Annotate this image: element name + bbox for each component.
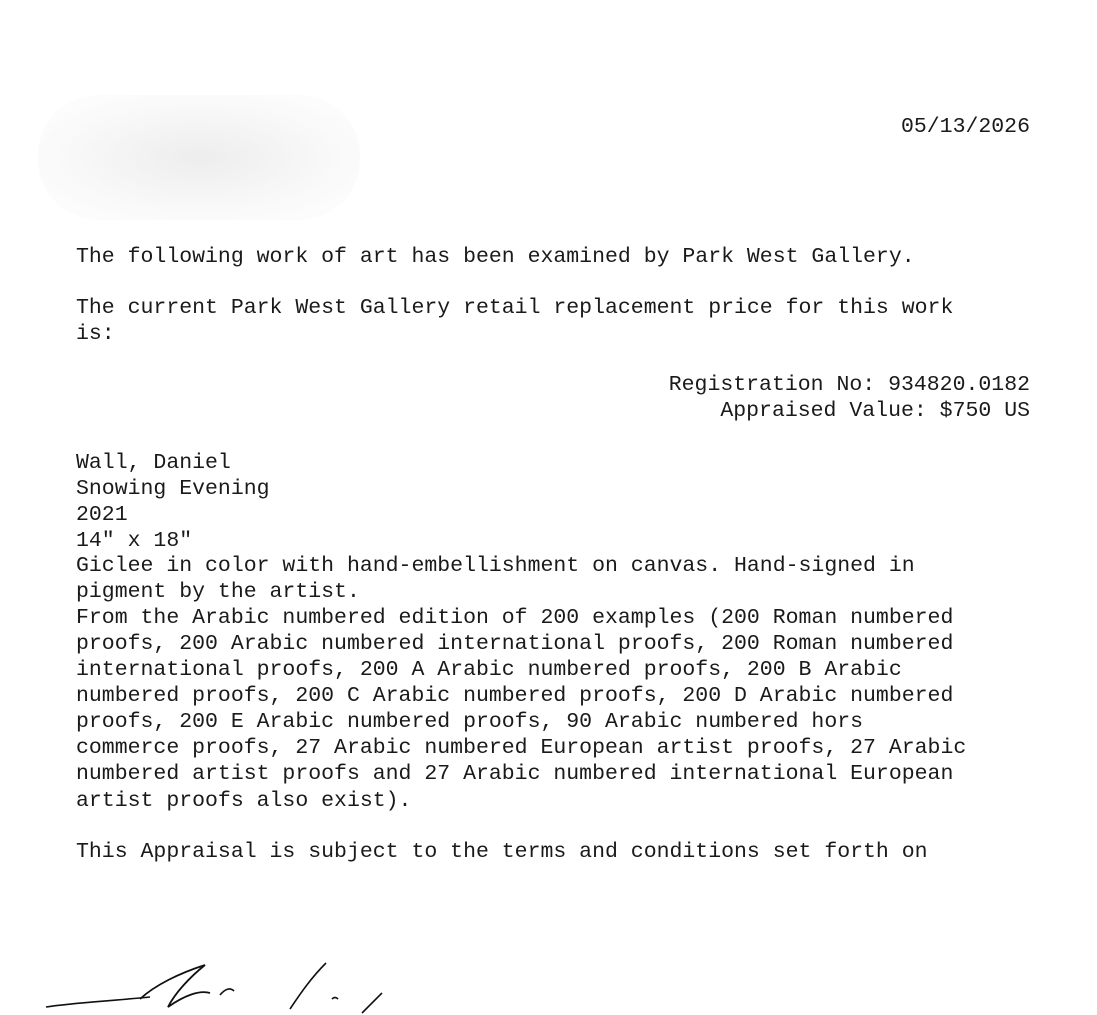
edition-line: numbered proofs, 200 C Arabic numbered proofs, 200 D Arabic numbered xyxy=(76,684,954,708)
edition-line: From the Arabic numbered edition of 200 examples (200 Roman numbered xyxy=(76,606,954,630)
registration-number: Registration No: 934820.0182 xyxy=(668,373,1030,397)
intro-line: The following work of art has been examined by Park West Gallery. xyxy=(76,245,915,269)
artwork-year: 2021 xyxy=(76,503,128,527)
artwork-dimensions: 14" x 18" xyxy=(76,529,193,553)
edition-line: proofs, 200 Arabic numbered international proofs, 200 Roman numbered xyxy=(76,632,954,656)
appraised-value: Appraised Value: $750 US xyxy=(720,399,1030,423)
artwork-title: Snowing Evening xyxy=(76,477,270,501)
artist-name: Wall, Daniel xyxy=(76,451,231,475)
edition-line: proofs, 200 E Arabic numbered proofs, 90 Arabic numbered hors xyxy=(76,710,864,734)
redacted-letterhead xyxy=(38,95,360,220)
letter-date: 05/13/2026 xyxy=(900,115,1030,139)
edition-line: commerce proofs, 27 Arabic numbered European artist proofs, 27 Arabic xyxy=(76,736,967,760)
medium-line: Giclee in color with hand-embellishment on canvas. Hand-signed in xyxy=(76,554,915,578)
edition-line: numbered artist proofs and 27 Arabic numbered international European xyxy=(76,762,954,786)
price-statement-line-2: is: xyxy=(76,322,115,346)
edition-line: artist proofs also exist). xyxy=(76,789,412,813)
price-statement-line-1: The current Park West Gallery retail replacement price for this work xyxy=(76,296,954,320)
terms-line: This Appraisal is subject to the terms and conditions set forth on xyxy=(76,840,928,864)
medium-line: pigment by the artist. xyxy=(76,580,360,604)
signature-image xyxy=(40,955,400,1015)
edition-line: international proofs, 200 A Arabic numbered proofs, 200 B Arabic xyxy=(76,658,902,682)
